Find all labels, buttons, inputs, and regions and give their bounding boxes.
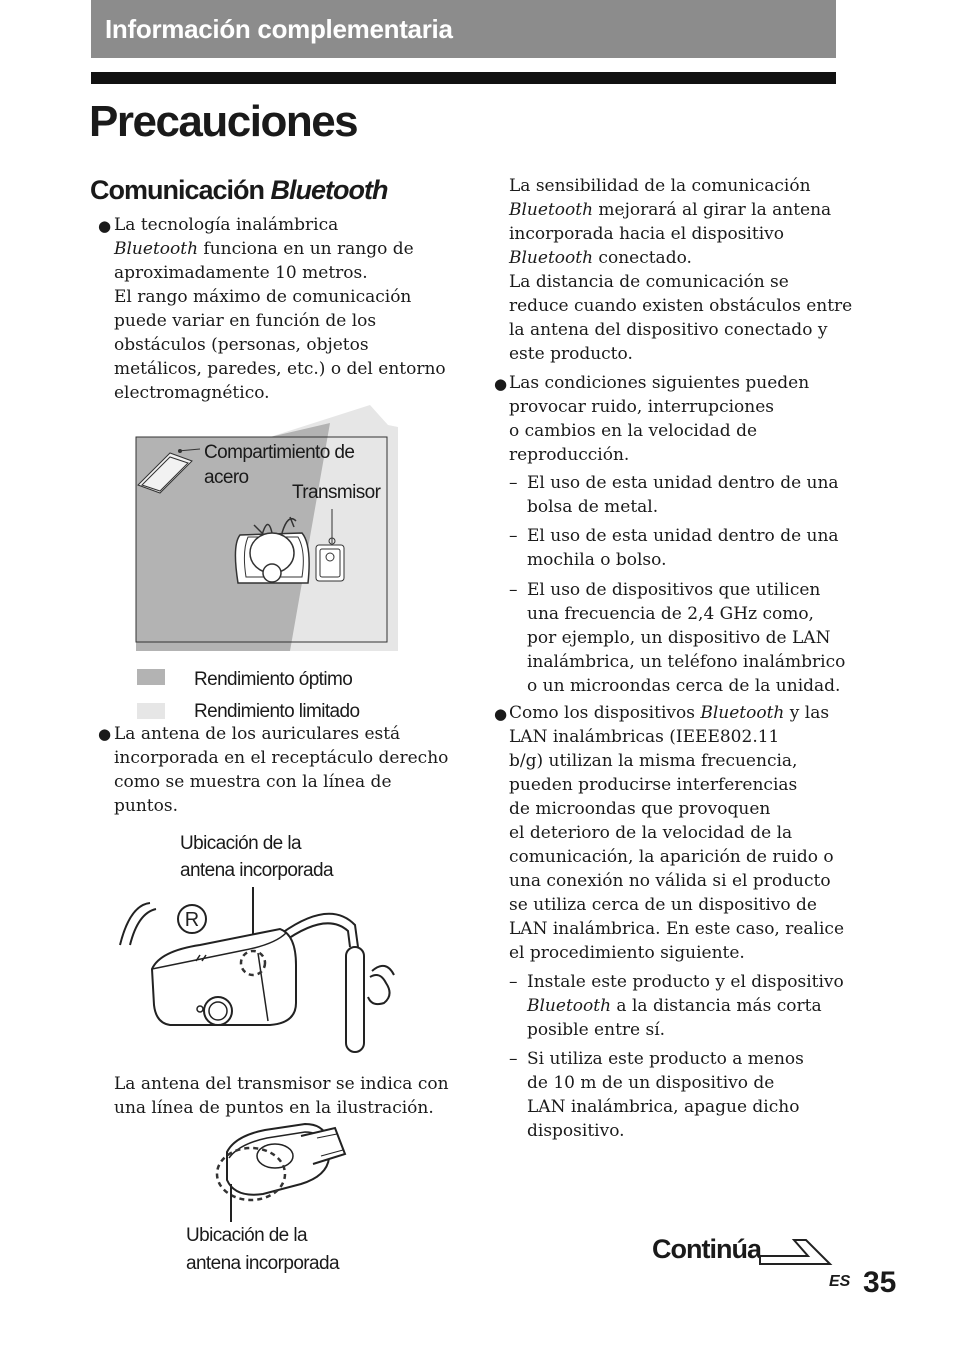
text-line: de microondas que provoquen [509,799,771,819]
transmitter-device-icon [227,1124,345,1195]
text-line: La antena del transmisor se indica con [114,1074,449,1094]
subsection-title-main: Comunicación [90,175,271,205]
paragraph-headset-antenna [114,722,448,818]
text-line: por ejemplo, un dispositivo de LAN [527,628,831,648]
text-line: posible entre sí. [527,1020,666,1040]
text-line [509,701,844,725]
text-line: LAN inalámbrica. En este caso, realice [509,919,845,939]
paragraph-transmitter-antenna [114,1072,449,1120]
text-span: Como los dispositivos [509,703,701,723]
text-line: b/g) utilizan la misma frecuencia, [509,751,798,771]
text-line [527,994,844,1018]
text-line: una línea de puntos en la ilustración. [114,1098,434,1118]
text-italic: Bluetooth [509,200,594,220]
bullet-icon: ● [98,725,112,743]
dash-marker: – [509,473,518,493]
text-line: obstáculos (personas, objetos [114,335,369,355]
text-line: o cambios en la velocidad de [509,421,758,441]
text-line [509,198,852,222]
text-italic: Bluetooth [509,248,594,268]
text-italic: Bluetooth [527,996,612,1016]
text-line: o un microondas cerca de la unidad. [527,676,841,696]
text-line: mochila o bolso. [527,550,667,570]
text-line: se utiliza cerca de un dispositivo de [509,895,817,915]
text-line: comunicación, la aparición de ruido o [509,847,834,867]
transmitter-illustration [205,1118,355,1223]
legend-optimal-label: Rendimiento óptimo [194,669,353,690]
text-line: El uso de esta unidad dentro de una [527,526,839,546]
text-line: la antena del dispositivo conectado y [509,320,828,340]
transmitter-antenna-caption [186,1222,339,1278]
bullet-icon: ● [494,705,508,723]
headset-illustration [110,885,400,1060]
bullet-icon: ● [98,217,112,235]
text-line: El uso de esta unidad dentro de una [527,473,839,493]
legend-swatch-optimal [137,669,165,685]
paragraph-sensitivity [509,174,852,366]
steel-compartment-label: Compartimiento de acero [204,442,355,488]
text-line: Ubicación de la [186,1225,307,1246]
section-header: Información complementaria [91,0,836,58]
text-line: reduce cuando existen obstáculos entre [509,296,853,316]
page-number: 35 [863,1266,897,1299]
continue-label: Continúa [652,1234,761,1264]
text-line: La tecnología inalámbrica [114,215,339,235]
text-span: conectado. [593,248,692,268]
text-italic: Bluetooth [700,703,785,723]
text-line: Si utiliza este producto a menos [527,1049,804,1069]
text-line: aproximadamente 10 metros. [114,263,368,283]
text-line: dispositivo. [527,1121,625,1141]
dash-marker: – [509,972,518,992]
text-line: puede variar en función de los [114,311,377,331]
text-line: el procedimiento siguiente. [509,943,745,963]
subsection-title [90,170,388,210]
list-item-turn-off-lan [527,1047,804,1143]
text-span: a la distancia más corta [611,996,822,1016]
legend-limited-label: Rendimiento limitado [194,701,360,722]
text-line: una conexión no válida si el producto [509,871,831,891]
paragraph-noise-conditions [509,371,809,467]
paragraph-range [114,213,446,405]
text-line: El rango máximo de comunicación [114,287,412,307]
text-line: Instale este producto y el dispositivo [527,972,844,992]
text-line: puntos. [114,796,178,816]
text-line [114,237,446,261]
text-span: funciona en un rango de [198,239,414,259]
right-side-letter: R [184,909,200,931]
text-line: reproducción. [509,445,630,465]
headset-antenna-caption [180,830,333,884]
text-span: y las [784,703,830,723]
header-rule [91,72,836,84]
text-line: La distancia de comunicación se [509,272,789,292]
text-line: como se muestra con la línea de [114,772,392,792]
text-line: inalámbrica, un teléfono inalámbrico [527,652,846,672]
text-line: metálicos, paredes, etc.) o del entorno [114,359,446,379]
dash-marker: – [509,580,518,600]
bullet-icon: ● [494,375,508,393]
dash-marker: – [509,1049,518,1069]
text-line: Las condiciones siguientes pueden [509,373,810,393]
text-line: El uso de dispositivos que utilicen [527,580,821,600]
page-title: Precauciones [89,97,358,146]
text-line: bolsa de metal. [527,497,659,517]
text-line: La sensibilidad de la comunicación [509,176,811,196]
text-italic: Bluetooth [114,239,199,259]
headset-icon [120,903,394,1052]
continue-arrow-icon [758,1236,834,1268]
list-item-backpack [527,524,839,572]
legend-swatch-limited [137,703,165,719]
text-line: provocar ruido, interrupciones [509,397,774,417]
text-line: incorporada en el receptáculo derecho [114,748,449,768]
text-line: La antena de los auriculares está [114,724,401,744]
list-item-metal-bag [527,471,839,519]
text-line: este producto. [509,344,633,364]
text-line: electromagnético. [114,383,270,403]
text-line: incorporada hacia el dispositivo [509,224,784,244]
text-line: Ubicación de la [180,833,301,854]
transmitter-label: Transmisor [292,482,381,503]
text-line: de 10 m de un dispositivo de [527,1073,775,1093]
text-line: una frecuencia de 2,4 GHz como, [527,604,814,624]
language-code: ES [829,1273,851,1290]
paragraph-interference [509,701,844,965]
text-line: pueden producirse interferencias [509,775,798,795]
dash-marker: – [509,526,518,546]
list-item-install-close [527,970,844,1042]
text-line: el deterioro de la velocidad de la [509,823,793,843]
subsection-title-italic: Bluetooth [270,175,388,205]
text-span: mejorará al girar la antena [593,200,832,220]
text-line [509,246,852,270]
text-line: LAN inalámbrica, apague dicho [527,1097,800,1117]
text-line: antena incorporada [186,1253,339,1274]
text-line: LAN inalámbricas (IEEE802.11 [509,727,780,747]
text-line: antena incorporada [180,860,333,881]
list-item-2-4ghz-devices [527,578,845,698]
